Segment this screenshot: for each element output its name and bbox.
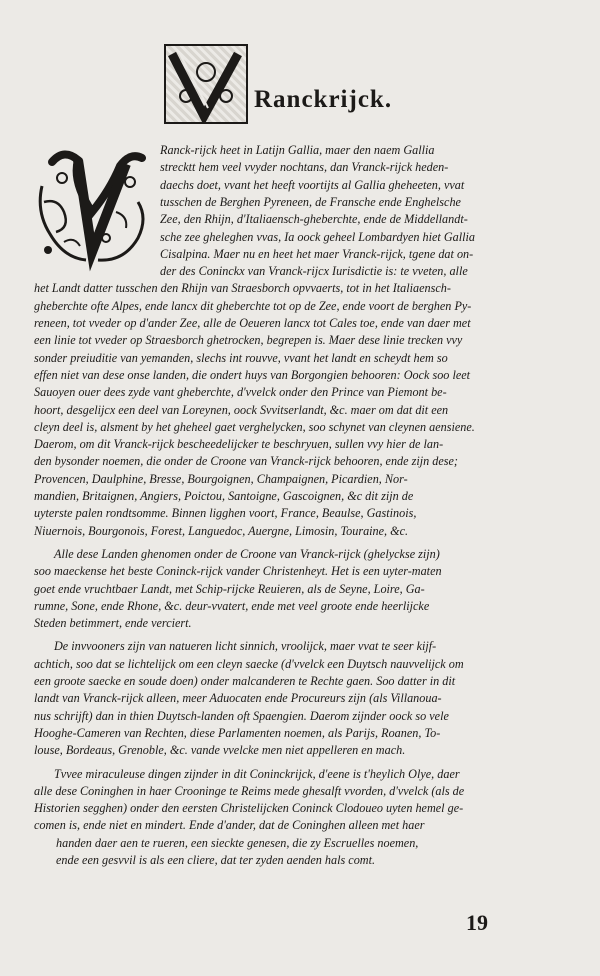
text-line: sonder preiuditie van yemanden, slechs int rouvve, vvant het landt en scheydt hem so <box>34 350 448 365</box>
text-line: ende een gesvvil is als een cliere, dat ter zyden aenden hals comt. <box>56 853 376 867</box>
text-line: achtich, soo dat se lichtelijck om een cleyn saecke (d'vvelck een Duytsch nauvvelijck om <box>34 656 464 671</box>
text-line: het Landt datter tusschen den Rhijn van Straesborch opvvaerts, tot in het Italiaensch- <box>34 281 451 296</box>
text-line: uyterste palen rondtsomme. Binnen ligghen voort, France, Beaulse, Gastinois, <box>34 506 417 521</box>
text-line: Hooghe-Cameren van Rechten, diese Parlamenten noemen, als Parijs, Roanen, To- <box>34 725 441 740</box>
text-line: sche zee gheleghen vvas, Ia oock geheel Lombardyen hiet Gallia <box>160 229 475 244</box>
text-line: handen daer aen te rueren, een sieckte genesen, die zy Escruelles noemen, <box>56 835 419 850</box>
chapter-title-text: Ranckrijck. <box>254 86 393 113</box>
text-line: effen niet van dese onse landen, die ondert huys van Borgongien behooren: Oock soo leet <box>34 367 471 382</box>
text-line: nus schrijft) dan in thien Duytsch-landen oft Spaengien. Daerom zijnder oock so vele <box>34 708 449 723</box>
text-line: cleyn deel is, alsment by het gheheel gaet verghelycken, soo schynet van cleynen aensiene. <box>34 419 475 434</box>
text-line: Daerom, om dit Vranck-rijck bescheedelijcker te beschryuen, sullen vvy hier de lan- <box>34 437 444 452</box>
page-number: 19 <box>466 910 488 935</box>
text-line: landt van Vranck-rijck alleen, meer Aduocaten ende Procureurs zijn (als Villanoua- <box>34 691 442 706</box>
text-line: gheberchte ofte Alpes, ende lancx dit gheberchte tot op de Zee, ende voort de berghen Py- <box>34 298 472 313</box>
text-line: Alle dese Landen ghenomen onder de Croone van Vranck-rijck (ghelyckse zijn) <box>54 546 440 561</box>
text-line: reneen, tot vveder op d'ander Zee, alle de Oeueren lancx tot Cales toe, ende van daer met <box>34 316 471 330</box>
text-line: alle dese Coninghen in haer Crooninge te Reims mede ghesalft vvorden, d'vvelck (als de <box>34 783 465 798</box>
text-line: een linie tot vveder op Straesborch ghetrocken, begrepen is. Maer dese linie trecken vvy <box>34 333 463 348</box>
text-line: Historien segghen) onder den eersten Christelijcken Coninck Clodoueo uyten hemel ge- <box>34 801 464 816</box>
text-line: daechs doet, vvant het heeft voortijts al Gallia gheheeten, vvat <box>160 177 465 192</box>
text-line: comen is, ende niet en mindert. Ende d'ander, dat de Coninghen alleen met haer <box>34 818 425 833</box>
text-line: Provencen, Daulphine, Bresse, Bourgoignen, Champaignen, Picardien, Nor- <box>34 471 408 486</box>
text-line: Steden betimmert, ende verciert. <box>34 616 192 631</box>
text-line: Sauoyen ouer dees zyde vant gheberchte, d'vvelck onder den Prince van Piemont be- <box>34 385 447 400</box>
text-line: Niuernois, Bourgonois, Forest, Languedoc, Auergne, Limosin, Touraine, &c. <box>34 523 409 538</box>
text-line: hoort, desgelijcx een deel van Loreynen, oock Svvitserlandt, &c. maer om dat dit een <box>34 402 449 417</box>
text-line: goet ende vruchtbaer Landt, met Schip-rijcke Reuieren, als de Seyne, Loire, Ga- <box>34 581 425 596</box>
text-line: een groote saecke en soude doen) onder malcanderen te Rechte gaen. Soo datter in dit <box>34 674 456 688</box>
text-line: Tvvee miraculeuse dingen zijnder in dit Coninckrijck, d'eene is t'heylich Olye, daer <box>54 766 460 781</box>
text-line: rumne, Sone, ende Rhone, &c. deur-vvatert, ende met veel groote ende heerlijcke <box>34 598 430 613</box>
text-line: soo maeckense het beste Coninck-rijck vander Christenheyt. Het is een uyter-maten <box>34 564 442 579</box>
text-line: Ranck-rijck heet in Latijn Gallia, maer den naem Gallia <box>160 143 435 157</box>
text-line: louse, Bordeaus, Grenoble, &c. vande vvelcke men niet appelleren en mach. <box>34 743 406 758</box>
text-line: den bysonder noemen, die onder de Croone van Vranck-rijck behooren, ende zijn dese; <box>34 454 458 469</box>
text-line: tusschen de Berghen Pyreneen, de Fransche ende Enghelsche <box>160 194 461 209</box>
text-line: Cisalpina. Maer nu en heet het maer Vranck-rijck, tgene dat on- <box>160 246 474 261</box>
text-line: mandien, Britaignen, Angiers, Poictou, Santoigne, Gascoignen, &c dit zijn de <box>34 489 414 503</box>
text-line: der des Coninckx van Vranck-rijcx Iurisdictie is: te vveten, alle <box>160 264 468 279</box>
text-line: Zee, den Rhijn, d'Italiaensch-gheberchte, ende de Middellandt- <box>160 212 468 227</box>
text-line: De invvooners zijn van natueren licht sinnich, vroolijck, maer vvat te seer kijf- <box>54 639 437 654</box>
text-line: strecktt hem veel vvyder nochtans, dan Vranck-rijck heden- <box>160 160 449 175</box>
